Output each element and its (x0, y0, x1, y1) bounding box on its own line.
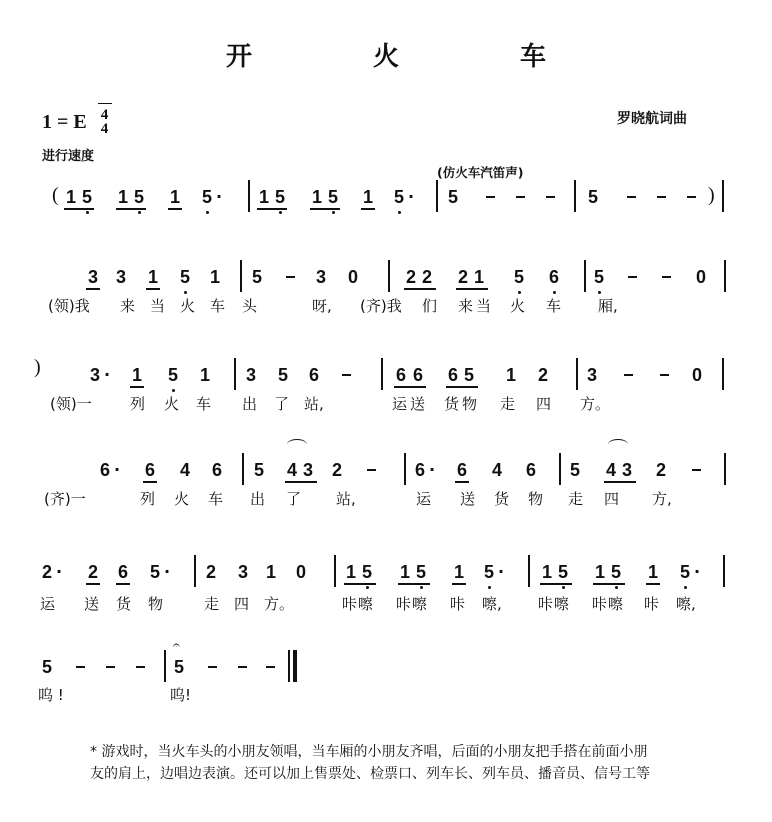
time-signature: $\frac{4}{4}$ (101, 108, 109, 136)
footnote-line-2: 友的肩上，边唱边表演。还可以加上售票处、检票口、列车长、列车员、播音员、信号工等 (90, 766, 650, 782)
key-signature (42, 108, 108, 136)
whistle-annotation: (仿火车汽笛声) (437, 165, 524, 180)
performance-footnote (90, 741, 740, 785)
footnote-line-1: * 游戏时，当火车头的小朋友领唱，当车厢的小朋友齐唱，后面的小朋友把手搭在前面小朋 (90, 744, 648, 760)
song-title: 开 火 车 (225, 42, 603, 72)
fermata-icon: 𝄐 (173, 638, 180, 652)
tempo-marking: 进行速度 (42, 149, 95, 164)
key-label: 1 = E (42, 110, 87, 133)
composer-credit: 罗晓航词曲 (617, 111, 687, 127)
